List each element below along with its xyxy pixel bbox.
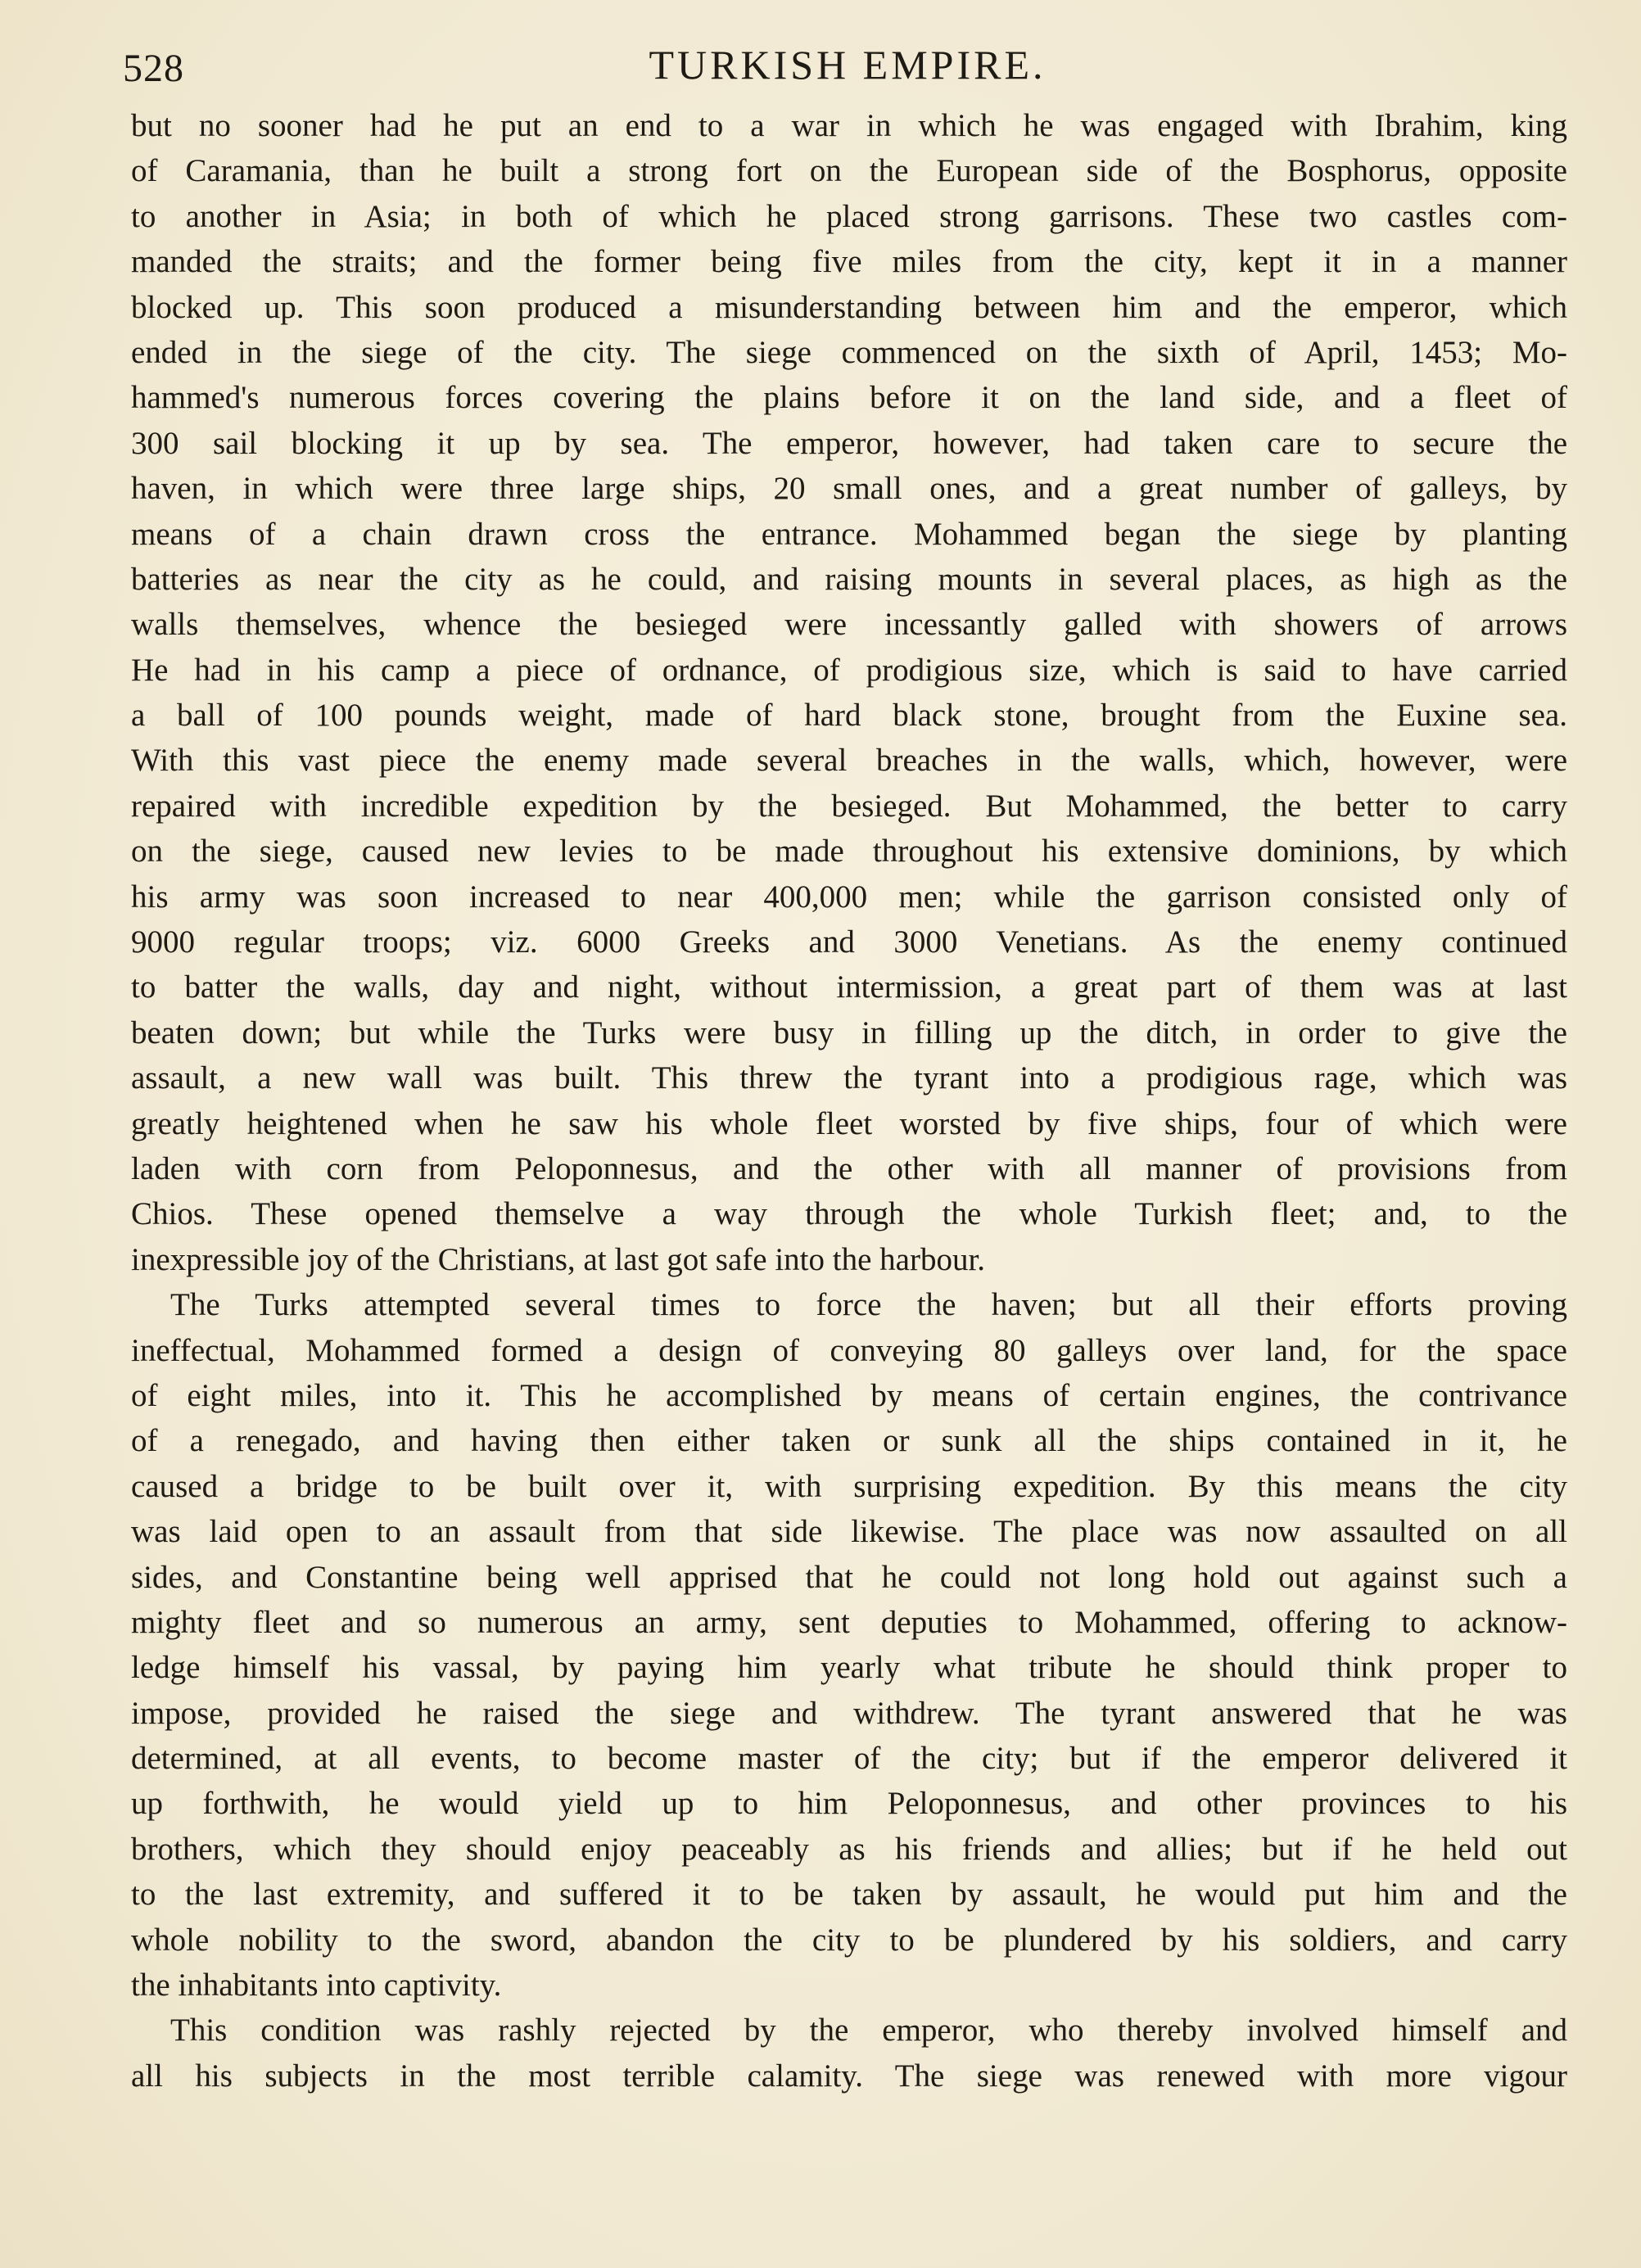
- text-line: hammed's numerous forces covering the plains before it on the land side, and a fleet of: [131, 380, 1567, 416]
- text-line: brothers, which they should enjoy peaceably as his friends and allies; but if he held out: [131, 1831, 1567, 1867]
- text-line: 9000 regular troops; viz. 6000 Greeks and 3000 Venetians. As the enemy continued: [131, 924, 1567, 960]
- text-line: to batter the walls, day and night, without intermission, a great part of them was at last: [131, 969, 1567, 1005]
- page-header: [123, 41, 1572, 98]
- text-line: With this vast piece the enemy made several breaches in the walls, which, however, were: [131, 743, 1567, 779]
- running-title: TURKISH EMPIRE.: [649, 42, 1047, 88]
- paragraph-start-line: The Turks attempted several times to force the haven; but all their efforts proving: [170, 1287, 1567, 1323]
- text-line: mighty fleet and so numerous an army, sent deputies to Mohammed, offering to acknow-: [131, 1604, 1567, 1640]
- text-line: ended in the siege of the city. The siege commenced on the sixth of April, 1453; Mo-: [131, 334, 1567, 370]
- text-line: was laid open to an assault from that side likewise. The place was now assaulted on all: [131, 1514, 1567, 1550]
- text-line: to another in Asia; in both of which he placed strong garrisons. These two castles com-: [131, 198, 1567, 234]
- text-line: a ball of 100 pounds weight, made of hard black stone, brought from the Euxine sea.: [131, 698, 1567, 734]
- paragraph-start-line: This condition was rashly rejected by the emperor, who thereby involved himself and: [170, 2013, 1567, 2049]
- text-line: of eight miles, into it. This he accomplished by means of certain engines, the contrivance: [131, 1377, 1567, 1413]
- text-line: repaired with incredible expedition by the besieged. But Mohammed, the better to carry: [131, 788, 1567, 824]
- text-line: his army was soon increased to near 400,000 men; while the garrison consisted only of: [131, 879, 1567, 915]
- text-line: impose, provided he raised the siege and withdrew. The tyrant answered that he was: [131, 1695, 1567, 1731]
- text-line: ledge himself his vassal, by paying him yearly what tribute he should think proper to: [131, 1650, 1567, 1686]
- text-line: on the siege, caused new levies to be made throughout his extensive dominions, by which: [131, 834, 1567, 870]
- text-line: batteries as near the city as he could, and raising mounts in several places, as high as the: [131, 561, 1567, 597]
- text-line: laden with corn from Peloponnesus, and the other with all manner of provisions from: [131, 1150, 1567, 1186]
- text-line: of a renegado, and having then either taken or sunk all the ships contained in it, he: [131, 1423, 1567, 1459]
- text-line: walls themselves, whence the besieged were incessantly galled with showers of arrows: [131, 607, 1567, 643]
- paragraph-end-line: the inhabitants into captivity.: [131, 1968, 502, 2004]
- text-line: greatly heightened when he saw his whole fleet worsted by five ships, four of which were: [131, 1105, 1567, 1141]
- body-text: [131, 103, 1567, 2099]
- text-line: but no sooner had he put an end to a war in which he was engaged with Ibrahim, king: [131, 108, 1567, 143]
- text-line: up forthwith, he would yield up to him Peloponnesus, and other provinces to his: [131, 1786, 1567, 1822]
- text-line: determined, at all events, to become master of the city; but if the emperor delivered it: [131, 1741, 1567, 1777]
- text-line: caused a bridge to be built over it, with surprising expedition. By this means the city: [131, 1468, 1567, 1504]
- text-line: ineffectual, Mohammed formed a design of conveying 80 galleys over land, for the space: [131, 1332, 1567, 1368]
- paragraph-end-line: inexpressible joy of the Christians, at last got safe into the harbour.: [131, 1241, 986, 1277]
- text-line: to the last extremity, and suffered it to be taken by assault, he would put him and the: [131, 1877, 1567, 1913]
- text-line: He had in his camp a piece of ordnance, of prodigious size, which is said to have carried: [131, 652, 1567, 688]
- text-line: sides, and Constantine being well apprised that he could not long hold out against such a: [131, 1559, 1567, 1595]
- page-number: 528: [123, 47, 184, 90]
- text-line: Chios. These opened themselve a way through the whole Turkish fleet; and, to the: [131, 1196, 1567, 1232]
- text-line: manded the straits; and the former being five miles from the city, kept it in a manner: [131, 244, 1567, 280]
- text-line: of Caramania, than he built a strong fort on the European side of the Bosphorus, opposite: [131, 153, 1567, 189]
- text-line: whole nobility to the sword, abandon the city to be plundered by his soldiers, and carry: [131, 1922, 1567, 1958]
- text-line: means of a chain drawn cross the entrance. Mohammed began the siege by planting: [131, 516, 1567, 552]
- text-line: all his subjects in the most terrible calamity. The siege was renewed with more vigour: [131, 2058, 1567, 2094]
- text-line: blocked up. This soon produced a misunderstanding between him and the emperor, which: [131, 289, 1567, 325]
- text-line: 300 sail blocking it up by sea. The emperor, however, had taken care to secure the: [131, 425, 1567, 461]
- text-line: assault, a new wall was built. This threw the tyrant into a prodigious rage, which was: [131, 1060, 1567, 1096]
- text-line: haven, in which were three large ships, 20 small ones, and a great number of galleys, by: [131, 471, 1567, 507]
- text-line: beaten down; but while the Turks were busy in filling up the ditch, in order to give the: [131, 1014, 1567, 1050]
